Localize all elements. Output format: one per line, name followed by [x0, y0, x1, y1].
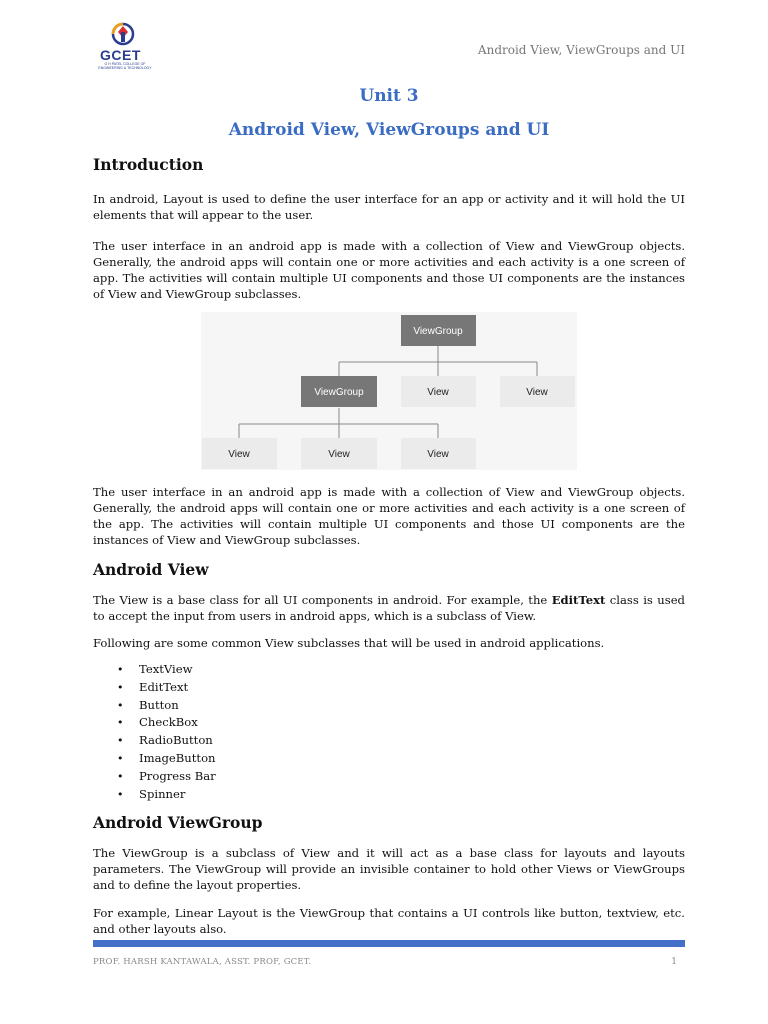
- running-header: Android View, ViewGroups and UI: [477, 43, 685, 57]
- unit-number: Unit 3: [359, 86, 419, 106]
- bold-term: EditText: [551, 593, 606, 607]
- diagram-label: View: [427, 449, 449, 460]
- paragraph: The user interface in an android app is made with a collection of View and ViewGroup objects. Generally, the android apps will contain one or more activities and each activity is a one screen of app. The activities will contain multiple UI components and those UI components are the instances of View and ViewGroup subclasses.: [93, 239, 685, 301]
- view-hierarchy-diagram: [201, 312, 577, 470]
- logo-subtext: G H PATEL COLLEGE OF ENGINEERING & TECHNOLOGY: [98, 62, 152, 70]
- paragraph: For example, Linear Layout is the ViewGroup that contains a UI controls like button, textview, etc. and other layouts also.: [93, 906, 685, 936]
- logo-text: GCET: [100, 47, 141, 63]
- paragraph: In android, Layout is used to define the user interface for an app or activity and it will hold the UI elements that will appear to the user.: [93, 192, 685, 222]
- list-item: • Progress Bar: [139, 768, 216, 786]
- list-item: • Spinner: [139, 786, 216, 804]
- footer-divider: [93, 940, 685, 947]
- heading-android-viewgroup: Android ViewGroup: [93, 813, 263, 832]
- diagram-label: ViewGroup: [314, 387, 364, 398]
- footer-author: PROF. HARSH KANTAWALA, ASST. PROF, GCET.: [93, 957, 312, 967]
- diagram-label: View: [526, 387, 548, 398]
- paragraph: Following are some common View subclasses that will be used in android applications.: [93, 636, 605, 650]
- paragraph: The user interface in an android app is made with a collection of View and ViewGroup objects. Generally, the android apps will contain one or more activities and each activity is a one screen of the app. The activities will contain multiple UI components and those UI components are the instances of View and ViewGroup subclasses.: [93, 485, 685, 547]
- list-item: • CheckBox: [139, 714, 216, 732]
- diagram-label: View: [427, 387, 449, 398]
- view-subclass-list: [93, 661, 216, 803]
- diagram-label-root: ViewGroup: [413, 326, 463, 337]
- list-item: • TextView: [139, 661, 216, 679]
- page-number: 1: [671, 957, 677, 967]
- paragraph: The View is a base class for all UI components in android. For example, the EditText class is used to accept the input from users in android apps, which is a subclass of View.: [93, 593, 685, 623]
- list-item: • RadioButton: [139, 732, 216, 750]
- paragraph: The ViewGroup is a subclass of View and it will act as a base class for layouts and layouts parameters. The ViewGroup will provide an invisible container to hold other Views or ViewGroups and to define the layout properties.: [93, 846, 685, 892]
- list-item: • Button: [139, 697, 216, 715]
- list-item: • ImageButton: [139, 750, 216, 768]
- heading-android-view: Android View: [93, 560, 209, 579]
- heading-introduction: Introduction: [93, 155, 204, 174]
- diagram-label: View: [328, 449, 350, 460]
- page-title: Android View, ViewGroups and UI: [228, 120, 550, 140]
- list-item: • EditText: [139, 679, 216, 697]
- diagram-label: View: [228, 449, 250, 460]
